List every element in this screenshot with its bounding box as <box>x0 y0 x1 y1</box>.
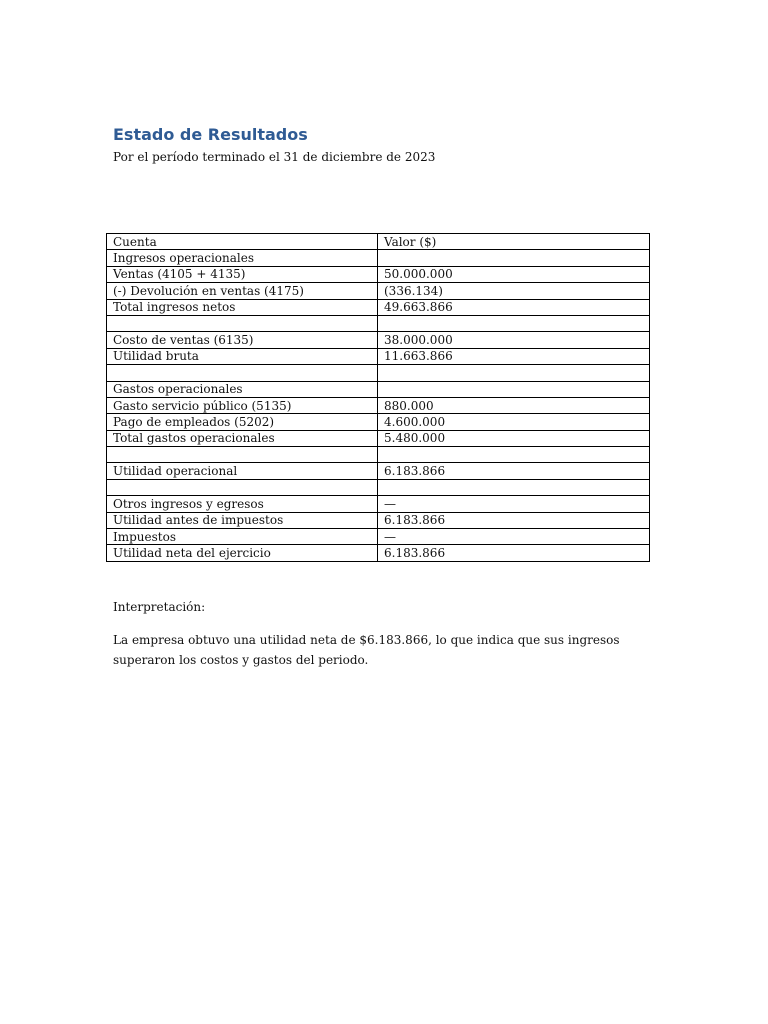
header-account: Cuenta <box>107 234 378 250</box>
table-row <box>107 529 650 545</box>
value-cell: — <box>378 529 650 545</box>
account-cell <box>107 365 378 381</box>
value-cell <box>378 479 650 495</box>
account-cell: Utilidad operacional <box>107 463 378 479</box>
table-row <box>107 348 650 364</box>
account-cell: Total ingresos netos <box>107 299 378 315</box>
account-cell <box>107 447 378 463</box>
value-cell: 5.480.000 <box>378 430 650 446</box>
value-cell: 49.663.866 <box>378 299 650 315</box>
table-row <box>107 381 650 397</box>
interpretation-heading: Interpretación: <box>113 600 206 614</box>
table-row <box>107 447 650 463</box>
value-cell: 4.600.000 <box>378 414 650 430</box>
value-cell <box>378 365 650 381</box>
account-cell <box>107 315 378 331</box>
table-row <box>107 430 650 446</box>
table-row <box>107 512 650 528</box>
value-cell: 880.000 <box>378 397 650 413</box>
value-cell: 6.183.866 <box>378 545 650 561</box>
account-cell: Gastos operacionales <box>107 381 378 397</box>
income-statement-body <box>107 234 650 562</box>
account-cell: Utilidad bruta <box>107 348 378 364</box>
account-cell: Utilidad neta del ejercicio <box>107 545 378 561</box>
table-row <box>107 365 650 381</box>
account-cell: Impuestos <box>107 529 378 545</box>
page-title: Estado de Resultados <box>113 125 308 144</box>
value-cell: — <box>378 496 650 512</box>
account-cell: Utilidad antes de impuestos <box>107 512 378 528</box>
value-cell: 6.183.866 <box>378 463 650 479</box>
table-row <box>107 545 650 561</box>
account-cell: Otros ingresos y egresos <box>107 496 378 512</box>
table-row <box>107 299 650 315</box>
account-cell: Pago de empleados (5202) <box>107 414 378 430</box>
table-row <box>107 397 650 413</box>
table-row <box>107 479 650 495</box>
value-cell: 11.663.866 <box>378 348 650 364</box>
account-cell: Ventas (4105 + 4135) <box>107 266 378 282</box>
table-row <box>107 414 650 430</box>
table-row <box>107 315 650 331</box>
value-cell: 38.000.000 <box>378 332 650 348</box>
account-cell: (-) Devolución en ventas (4175) <box>107 283 378 299</box>
table-row <box>107 283 650 299</box>
account-cell <box>107 479 378 495</box>
value-cell: 6.183.866 <box>378 512 650 528</box>
table-row <box>107 266 650 282</box>
account-cell: Costo de ventas (6135) <box>107 332 378 348</box>
value-cell: 50.000.000 <box>378 266 650 282</box>
interpretation-text: La empresa obtuvo una utilidad neta de $6.183.866, lo que indica que sus ingresos superaron los costos y gastos del periodo. <box>113 633 620 667</box>
value-cell <box>378 250 650 266</box>
value-cell: (336.134) <box>378 283 650 299</box>
account-cell: Gasto servicio público (5135) <box>107 397 378 413</box>
income-statement-table <box>106 233 650 562</box>
value-cell <box>378 315 650 331</box>
table-row <box>107 463 650 479</box>
header-value: Valor ($) <box>378 234 650 250</box>
table-header-row <box>107 234 650 250</box>
table-row <box>107 496 650 512</box>
account-cell: Total gastos operacionales <box>107 430 378 446</box>
table-row <box>107 332 650 348</box>
account-cell: Ingresos operacionales <box>107 250 378 266</box>
page-subtitle: Por el período terminado el 31 de diciembre de 2023 <box>113 150 436 164</box>
value-cell <box>378 447 650 463</box>
table-row <box>107 250 650 266</box>
value-cell <box>378 381 650 397</box>
